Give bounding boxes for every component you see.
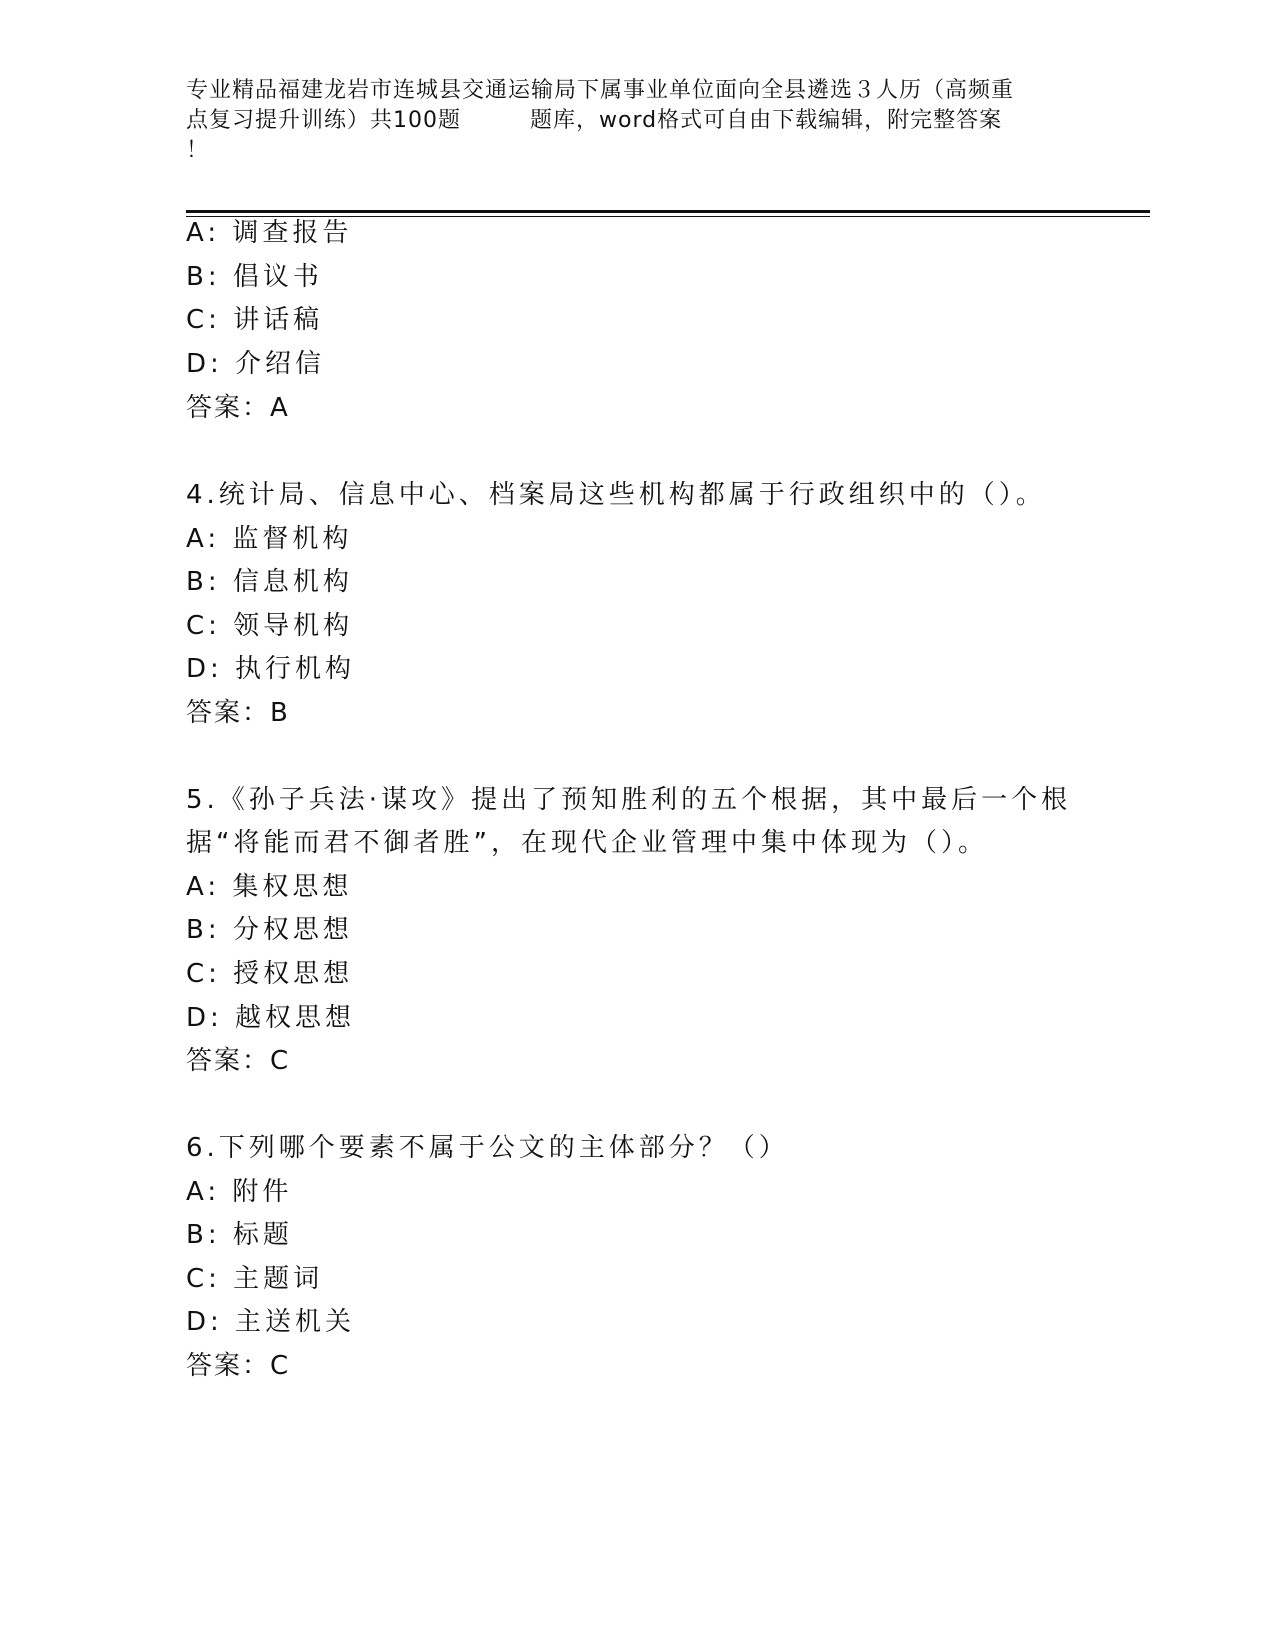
title-line-3: ！ [186, 138, 210, 163]
header-rule-thick [186, 210, 1150, 213]
q3-option-d: D: 介绍信 [186, 349, 326, 379]
q6-option-d: D: 主送机关 [186, 1307, 356, 1337]
document-title [186, 76, 1086, 166]
q5-answer: 答案：C [186, 1046, 291, 1076]
q5-question-line-1: 5.《孙子兵法·谋攻》提出了预知胜利的五个根据，其中最后一个根 [186, 785, 1072, 815]
q3-option-a: A: 调查报告 [186, 218, 353, 248]
q3-option-b: B: 倡议书 [186, 262, 323, 292]
q6-question: 6.下列哪个要素不属于公文的主体部分？（） [186, 1133, 789, 1163]
q4-question: 4.统计局、信息中心、档案局这些机构都属于行政组织中的（）。 [186, 480, 1046, 510]
q6-option-c: C: 主题词 [186, 1264, 324, 1294]
q5-option-a: A: 集权思想 [186, 872, 353, 902]
q4-option-d: D: 执行机构 [186, 654, 356, 684]
q6-answer: 答案：C [186, 1351, 291, 1381]
q3-answer: 答案：A [186, 393, 290, 423]
q5-option-c: C: 授权思想 [186, 959, 354, 989]
q3-option-c: C: 讲话稿 [186, 305, 324, 335]
q6-option-a: A: 附件 [186, 1177, 293, 1207]
title-line-1: 专业精品福建龙岩市连城县交通运输局下属事业单位面向全县遴选３人历（高频重 [186, 78, 1015, 103]
q4-option-b: B: 信息机构 [186, 567, 353, 597]
title-line-2: 点复习提升训练）共100题 题库，word格式可自由下载编辑，附完整答案 [186, 108, 1003, 133]
q5-question-line-2: 据“将能而君不御者胜”，在现代企业管理中集中体现为（）。 [186, 828, 988, 858]
q5-option-d: D: 越权思想 [186, 1003, 356, 1033]
q5-option-b: B: 分权思想 [186, 915, 353, 945]
q4-answer: 答案：B [186, 698, 290, 728]
q4-option-c: C: 领导机构 [186, 611, 354, 641]
q6-option-b: B: 标题 [186, 1220, 293, 1250]
q4-option-a: A: 监督机构 [186, 524, 353, 554]
